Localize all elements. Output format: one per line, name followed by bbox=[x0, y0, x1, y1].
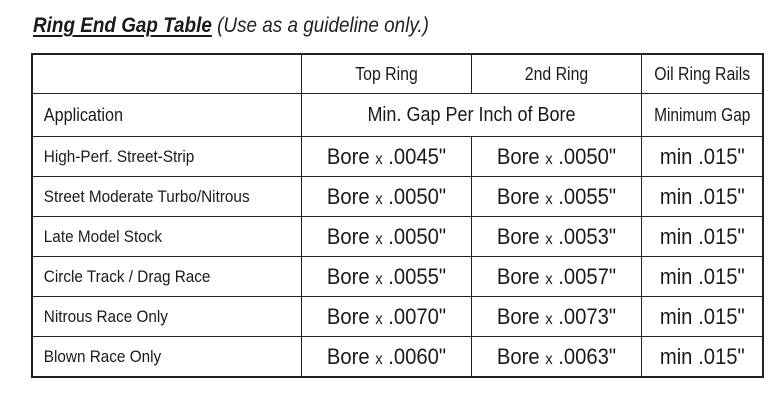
gap-value-part: Bore bbox=[326, 263, 370, 289]
top-ring-gap bbox=[308, 264, 463, 290]
gap-value-part: .0073" bbox=[557, 303, 616, 329]
top-ring-cell bbox=[301, 337, 471, 378]
gap-value-part: x bbox=[374, 350, 383, 368]
application-label: Application bbox=[43, 104, 124, 125]
gap-value-part: x bbox=[374, 230, 383, 248]
gap-value-part: .0060" bbox=[387, 343, 446, 369]
second-ring-cell bbox=[471, 217, 641, 257]
top-ring-cell bbox=[301, 297, 471, 337]
gap-value-part: Bore bbox=[326, 143, 370, 169]
top-ring-cell bbox=[301, 177, 471, 217]
table-row bbox=[32, 137, 763, 177]
second-ring-gap bbox=[478, 224, 633, 250]
gap-value-part: Bore bbox=[496, 303, 540, 329]
oil-ring-cell bbox=[641, 217, 763, 257]
top-ring-gap bbox=[308, 224, 463, 250]
application-cell bbox=[32, 137, 301, 177]
gap-value-part: x bbox=[544, 230, 553, 248]
gap-value-part: Bore bbox=[326, 223, 370, 249]
oil-ring-cell bbox=[641, 177, 763, 217]
column-header-top-ring bbox=[301, 54, 471, 94]
application-cell bbox=[32, 177, 301, 217]
table-row bbox=[32, 217, 763, 257]
gap-value-part: .0057" bbox=[557, 263, 616, 289]
gap-value-part: .0053" bbox=[557, 223, 616, 249]
gap-subheader bbox=[301, 94, 641, 137]
oil-ring-min-gap: min .015" bbox=[659, 143, 745, 169]
gap-value-part: Bore bbox=[496, 183, 540, 209]
gap-value-part: .0055" bbox=[387, 263, 446, 289]
column-header-2nd-ring bbox=[471, 54, 641, 94]
second-ring-cell bbox=[471, 337, 641, 378]
application-name: Circle Track / Drag Race bbox=[43, 266, 211, 286]
application-name: High-Perf. Street-Strip bbox=[43, 146, 195, 166]
oil-ring-cell bbox=[641, 337, 763, 378]
oil-ring-cell bbox=[641, 137, 763, 177]
top-ring-cell bbox=[301, 217, 471, 257]
application-name: Street Moderate Turbo/Nitrous bbox=[43, 186, 250, 206]
gap-value-part: Bore bbox=[326, 343, 370, 369]
gap-value-part: x bbox=[544, 310, 553, 328]
second-ring-cell bbox=[471, 257, 641, 297]
ring-end-gap-table bbox=[31, 53, 764, 378]
oil-ring-min-gap: min .015" bbox=[659, 223, 745, 249]
top-ring-gap bbox=[308, 184, 463, 210]
second-ring-gap bbox=[478, 304, 633, 330]
second-ring-gap bbox=[478, 344, 633, 370]
second-ring-gap bbox=[478, 184, 633, 210]
top-ring-gap bbox=[308, 144, 463, 170]
application-cell bbox=[32, 217, 301, 257]
oil-ring-min-gap: min .015" bbox=[659, 343, 745, 369]
column-header-label: Oil Ring Rails bbox=[653, 63, 750, 84]
gap-value-part: Bore bbox=[496, 143, 540, 169]
gap-value-part: Bore bbox=[496, 223, 540, 249]
application-name: Late Model Stock bbox=[43, 226, 163, 246]
application-cell bbox=[32, 257, 301, 297]
oil-ring-cell bbox=[641, 257, 763, 297]
second-ring-cell bbox=[471, 137, 641, 177]
gap-value-part: .0050" bbox=[387, 223, 446, 249]
oil-subheader bbox=[641, 94, 763, 137]
gap-value-part: .0055" bbox=[557, 183, 616, 209]
application-cell bbox=[32, 337, 301, 378]
subheader-row bbox=[32, 94, 763, 137]
column-header-label: 2nd Ring bbox=[524, 63, 588, 84]
gap-subheader-label: Min. Gap Per Inch of Bore bbox=[366, 103, 576, 126]
gap-value-part: Bore bbox=[496, 263, 540, 289]
oil-ring-cell bbox=[641, 297, 763, 337]
table-note: (Use as a guideline only.) bbox=[217, 14, 429, 37]
application-cell bbox=[32, 297, 301, 337]
gap-value-part: x bbox=[544, 350, 553, 368]
gap-value-part: x bbox=[544, 150, 553, 168]
top-ring-cell bbox=[301, 257, 471, 297]
gap-value-part: x bbox=[374, 190, 383, 208]
gap-value-part: x bbox=[544, 270, 553, 288]
table-row bbox=[32, 257, 763, 297]
top-ring-gap bbox=[308, 304, 463, 330]
table-row bbox=[32, 297, 763, 337]
gap-value-part: .0070" bbox=[387, 303, 446, 329]
gap-value-part: Bore bbox=[326, 183, 370, 209]
top-ring-cell bbox=[301, 137, 471, 177]
column-header-oil-ring-rails bbox=[641, 54, 763, 94]
table-row bbox=[32, 177, 763, 217]
oil-subheader-label: Minimum Gap bbox=[653, 104, 750, 125]
table-title: Ring End Gap Table bbox=[33, 14, 212, 37]
second-ring-cell bbox=[471, 297, 641, 337]
gap-value-part: .0063" bbox=[557, 343, 616, 369]
empty-corner-cell bbox=[32, 54, 301, 94]
oil-ring-min-gap: min .015" bbox=[659, 263, 745, 289]
gap-value-part: Bore bbox=[496, 343, 540, 369]
gap-value-part: .0050" bbox=[557, 143, 616, 169]
gap-value-part: .0045" bbox=[387, 143, 446, 169]
gap-value-part: .0050" bbox=[387, 183, 446, 209]
gap-value-part: x bbox=[374, 310, 383, 328]
column-header-label: Top Ring bbox=[354, 63, 418, 84]
second-ring-gap bbox=[478, 144, 633, 170]
gap-value-part: x bbox=[374, 150, 383, 168]
second-ring-cell bbox=[471, 177, 641, 217]
column-header-row bbox=[32, 54, 763, 94]
table-row bbox=[32, 337, 763, 378]
application-name: Nitrous Race Only bbox=[43, 306, 168, 326]
gap-value-part: x bbox=[374, 270, 383, 288]
second-ring-gap bbox=[478, 264, 633, 290]
oil-ring-min-gap: min .015" bbox=[659, 183, 745, 209]
gap-value-part: x bbox=[544, 190, 553, 208]
top-ring-gap bbox=[308, 344, 463, 370]
application-name: Blown Race Only bbox=[43, 346, 162, 366]
application-header bbox=[32, 94, 301, 137]
gap-value-part: Bore bbox=[326, 303, 370, 329]
table-heading bbox=[33, 14, 429, 38]
oil-ring-min-gap: min .015" bbox=[659, 303, 745, 329]
